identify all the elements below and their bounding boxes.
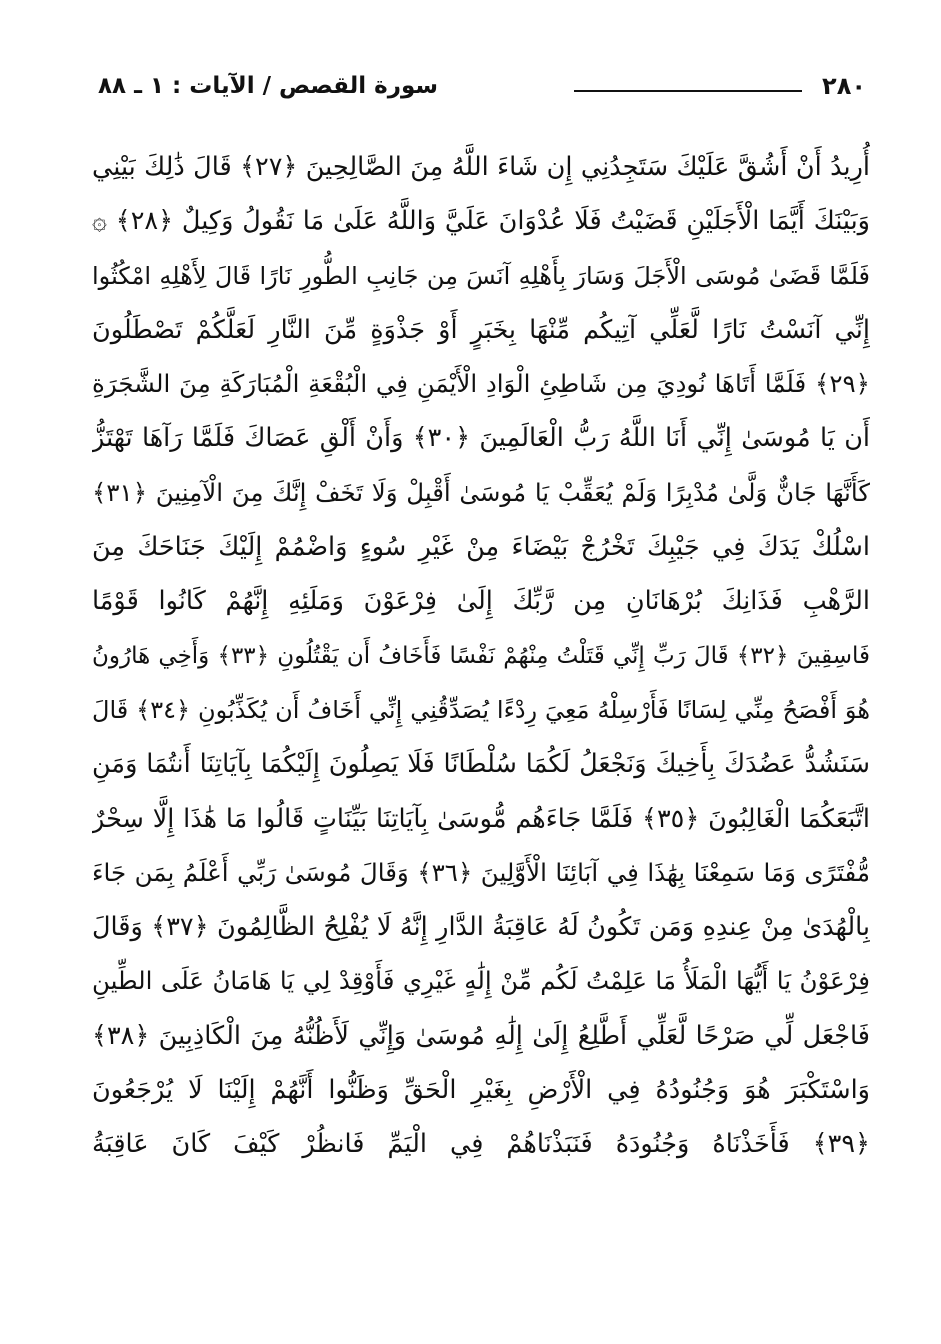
text-line: أُرِيدُ أَنْ أَشُقَّ عَلَيْكَ سَتَجِدُنِي إِن شَاءَ اللَّهُ مِنَ الصَّالِحِينَ ﴿٢٧﴾ قَالَ ذَٰلِكَ بَيْنِي: [92, 152, 870, 182]
surah-title: سورة القصص / الآيات : ١ ـ ٨٨: [98, 73, 439, 99]
text-line: فَاسِقِينَ ﴿٣٢﴾ قَالَ رَبِّ إِنِّي قَتَلْتُ مِنْهُمْ نَفْسًا فَأَخَافُ أَن يَقْتُلُونِ ﴿٣٣﴾ وَأَخِي هَارُونُ: [92, 642, 870, 669]
text-line: ﴿٢٩﴾ فَلَمَّا أَتَاهَا نُودِيَ مِن شَاطِئِ الْوَادِ الْأَيْمَنِ فِي الْبُقْعَةِ الْمُبَارَكَةِ مِنَ الشَّجَرَةِ: [92, 369, 870, 399]
text-line: ﴿٣٩﴾ فَأَخَذْنَاهُ وَجُنُودَهُ فَنَبَذْنَاهُمْ فِي الْيَمِّ فَانظُرْ كَيْفَ كَانَ عَاقِبَةُ: [92, 1129, 870, 1160]
header-rule: [574, 90, 802, 92]
quran-text: [92, 140, 870, 1172]
text-line: اسْلُكْ يَدَكَ فِي جَيْبِكَ تَخْرُجْ بَيْضَاءَ مِنْ غَيْرِ سُوءٍ وَاضْمُمْ إِلَيْكَ جَنَاحَكَ مِنَ: [92, 532, 870, 563]
text-line: فِرْعَوْنُ يَا أَيُّهَا الْمَلَأُ مَا عَلِمْتُ لَكُم مِّنْ إِلَٰهٍ غَيْرِي فَأَوْقِدْ لِي يَا هَامَانُ عَلَى الطِّينِ: [92, 966, 870, 996]
text-line: الرَّهْبِ فَذَانِكَ بُرْهَانَانِ مِن رَّبِّكَ إِلَىٰ فِرْعَوْنَ وَمَلَئِهِ إِنَّهُمْ كَانُوا قَوْمًا: [92, 586, 870, 617]
text-line: إِنِّي آنَسْتُ نَارًا لَّعَلِّي آتِيكُم مِّنْهَا بِخَبَرٍ أَوْ جَذْوَةٍ مِّنَ النَّارِ لَعَلَّكُمْ تَصْطَلُونَ: [92, 314, 870, 345]
text-line: بِالْهُدَىٰ مِنْ عِندِهِ وَمَن تَكُونُ لَهُ عَاقِبَةُ الدَّارِ إِنَّهُ لَا يُفْلِحُ الظَّالِمُونَ ﴿٣٧﴾ وَقَالَ: [92, 912, 870, 943]
text-line: كَأَنَّهَا جَانٌّ وَلَّىٰ مُدْبِرًا وَلَمْ يُعَقِّبْ يَا مُوسَىٰ أَقْبِلْ وَلَا تَخَفْ إِنَّكَ مِنَ الْآمِنِينَ ﴿٣١﴾: [92, 477, 870, 507]
text-line: هُوَ أَفْصَحُ مِنِّي لِسَانًا فَأَرْسِلْهُ مَعِيَ رِدْءًا يُصَدِّقُنِي إِنِّي أَخَافُ أَن يُكَذِّبُونِ ﴿٣٤﴾ قَالَ: [92, 695, 870, 724]
text-line: اتَّبَعَكُمَا الْغَالِبُونَ ﴿٣٥﴾ فَلَمَّا جَاءَهُم مُّوسَىٰ بِآيَاتِنَا بَيِّنَاتٍ قَالُوا مَا هَٰذَا إِلَّا سِحْرٌ: [92, 803, 870, 834]
text-line: مُّفْتَرًى وَمَا سَمِعْنَا بِهَٰذَا فِي آبَائِنَا الْأَوَّلِينَ ﴿٣٦﴾ وَقَالَ مُوسَىٰ رَبِّي أَعْلَمُ بِمَن جَاءَ: [92, 857, 870, 887]
page-number: ٢٨٠: [822, 72, 866, 100]
text-line: وَاسْتَكْبَرَ هُوَ وَجُنُودُهُ فِي الْأَرْضِ بِغَيْرِ الْحَقِّ وَظَنُّوا أَنَّهُمْ إِلَيْنَا لَا يُرْجَعُونَ: [92, 1075, 870, 1106]
text-line: أَن يَا مُوسَىٰ إِنِّي أَنَا اللَّهُ رَبُّ الْعَالَمِينَ ﴿٣٠﴾ وَأَنْ أَلْقِ عَصَاكَ فَلَمَّا رَآهَا تَهْتَزُّ: [92, 423, 870, 454]
page-header: [98, 66, 866, 106]
text-line: فَاجْعَل لِّي صَرْحًا لَّعَلِّي أَطَّلِعُ إِلَىٰ إِلَٰهِ مُوسَىٰ وَإِنِّي لَأَظُنُّهُ مِنَ الْكَاذِبِينَ ﴿٣٨﴾: [92, 1020, 870, 1051]
text-line: سَنَشُدُّ عَضُدَكَ بِأَخِيكَ وَنَجْعَلُ لَكُمَا سُلْطَانًا فَلَا يَصِلُونَ إِلَيْكُمَا بِآيَاتِنَا أَنتُمَا وَمَنِ: [92, 749, 870, 780]
text-line: وَبَيْنَكَ أَيَّمَا الْأَجَلَيْنِ قَضَيْتُ فَلَا عُدْوَانَ عَلَيَّ وَاللَّهُ عَلَىٰ مَا نَقُولُ وَكِيلٌ ﴿٢٨﴾ ۞: [92, 206, 870, 237]
text-line: فَلَمَّا قَضَىٰ مُوسَى الْأَجَلَ وَسَارَ بِأَهْلِهِ آنَسَ مِن جَانِبِ الطُّورِ نَارًا قَالَ لِأَهْلِهِ امْكُثُوا: [92, 261, 870, 290]
